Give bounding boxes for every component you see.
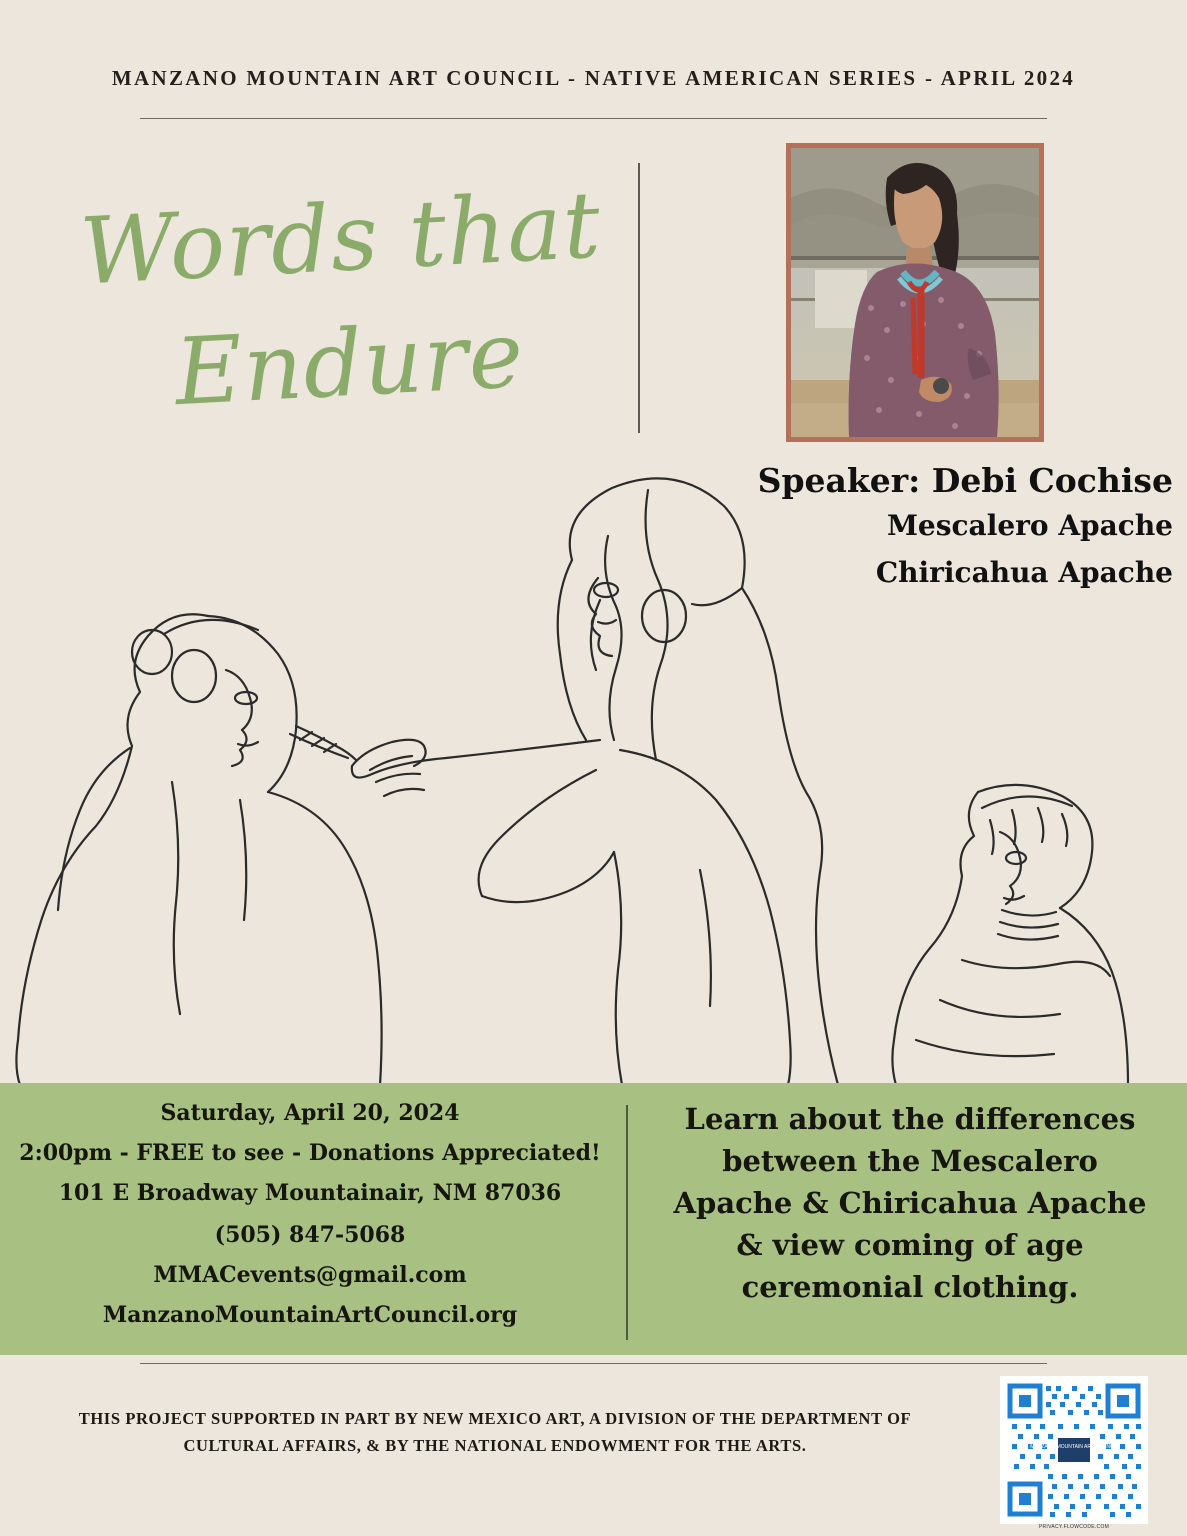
panel-vertical-divider xyxy=(626,1105,628,1340)
event-description xyxy=(650,1098,1170,1308)
event-time-admission: 2:00pm - FREE to see - Donations Appreciated! xyxy=(19,1140,601,1166)
event-details xyxy=(0,1100,620,1342)
header xyxy=(0,66,1187,91)
header-series-text: MANZANO MOUNTAIN ART COUNCIL - NATIVE AMERICAN SERIES - APRIL 2024 xyxy=(111,66,1076,90)
funding-credit xyxy=(30,1405,960,1459)
qr-caption: PRIVACY.FLOWCODE.COM xyxy=(1038,1524,1110,1530)
speaker-affiliation-1: Mescalero Apache xyxy=(886,508,1173,542)
contact-website[interactable]: ManzanoMountainArtCouncil.org xyxy=(102,1302,518,1328)
header-divider xyxy=(140,118,1047,119)
qr-code-graphic[interactable] xyxy=(1000,1376,1148,1524)
qr-code[interactable] xyxy=(1000,1376,1148,1524)
speaker-affiliation-2: Chiricahua Apache xyxy=(875,555,1173,589)
contact-email[interactable]: MMACevents@gmail.com xyxy=(153,1262,467,1288)
description-line-1: Learn about the differences xyxy=(684,1102,1136,1136)
page-title-line-1: Words that xyxy=(77,171,604,306)
funding-credit-line-2: CULTURAL AFFAIRS, & BY THE NATIONAL ENDOWMENT FOR THE ARTS. xyxy=(183,1436,807,1456)
qr-center-label: MANZANO MOUNTAIN ART COUNCIL xyxy=(1030,1444,1118,1450)
funding-credit-line-1: THIS PROJECT SUPPORTED IN PART BY NEW MEXICO ART, A DIVISION OF THE DEPARTMENT OF xyxy=(78,1409,912,1428)
description-line-3: Apache & Chiricahua Apache xyxy=(673,1186,1147,1221)
page-title-line-2: Endure xyxy=(172,300,527,427)
portrait-illustration xyxy=(791,148,1039,437)
description-line-4: & view coming of age xyxy=(736,1228,1084,1263)
title-vertical-divider xyxy=(638,163,640,433)
contact-phone[interactable]: (505) 847-5068 xyxy=(214,1222,406,1248)
line-art-illustration xyxy=(0,440,1187,1085)
speaker-portrait-photo xyxy=(786,143,1044,442)
event-date: Saturday, April 20, 2024 xyxy=(160,1100,460,1126)
title-block xyxy=(70,160,630,440)
description-line-5: ceremonial clothing. xyxy=(741,1270,1079,1305)
event-address: 101 E Broadway Mountainair, NM 87036 xyxy=(58,1180,562,1206)
footer-divider xyxy=(140,1363,1047,1364)
speaker-name: Speaker: Debi Cochise xyxy=(757,461,1173,500)
description-line-2: between the Mescalero xyxy=(722,1144,1098,1179)
